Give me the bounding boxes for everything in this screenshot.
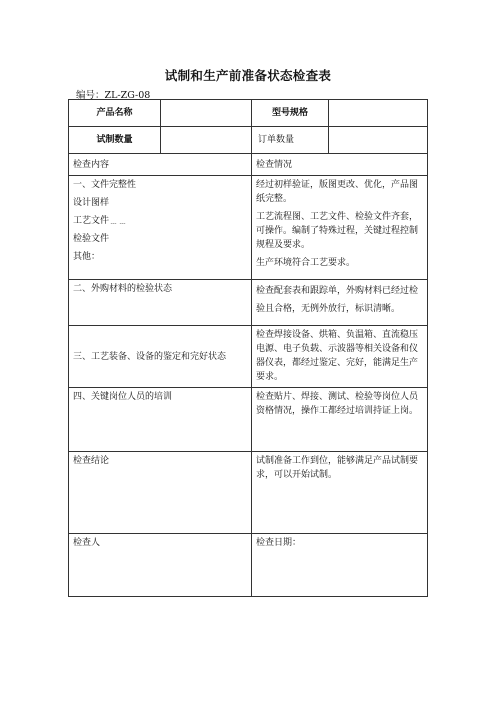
row-1-content-line: 设计图样 (73, 198, 110, 208)
inspector-label: 检查人 (73, 538, 101, 548)
table-row (69, 452, 428, 534)
trial-qty-value[interactable] (161, 127, 252, 154)
document-title: 试制和生产前准备状态检查表 (164, 68, 332, 83)
header-row-product (69, 100, 428, 127)
row-1-status-line: 经过初样验证，版图更改、优化，产品图纸完整。 (256, 180, 419, 204)
row-3-content-line: 三、工艺装备、设备的鉴定和完好状态 (73, 351, 227, 362)
trial-qty-label: 试制数量 (69, 127, 161, 154)
document-code: 编号：ZL-ZG-08 (76, 90, 151, 101)
column-header-content: 检查内容 (69, 154, 252, 176)
order-qty-value[interactable] (329, 127, 428, 154)
table-row (69, 388, 428, 452)
model-label: 型号规格 (252, 100, 329, 127)
row-1-content-line: 其他： (73, 252, 101, 262)
row-2-content-line: 二、外购材料的检验状态 (73, 284, 173, 294)
row-4-status (252, 388, 428, 452)
model-value[interactable] (329, 100, 428, 127)
row-1-status-line: 工艺流程图、工艺文件、检验文件齐套，可操作。编制了特殊过程，关键过程控制规程及要求。 (256, 212, 419, 250)
row-4-status-line: 检查贴片、焊接、测试、检验等岗位人员资格情况，操作工都经过培训持证上岗。 (256, 392, 419, 416)
conclusion-value[interactable] (252, 452, 428, 534)
product-name-label: 产品名称 (69, 100, 161, 127)
conclusion-label (69, 452, 252, 534)
product-name-value[interactable] (161, 100, 252, 127)
table-row (69, 534, 428, 597)
row-1-status-line: 生产环境符合工艺要求。 (256, 258, 356, 268)
conclusion-label-text: 检查结论 (73, 456, 110, 466)
inspection-date-label: 检查日期： (256, 538, 302, 548)
inspector-cell[interactable] (69, 534, 252, 597)
row-3-content (69, 326, 252, 388)
table-row (69, 280, 428, 326)
row-2-status (252, 280, 428, 326)
row-1-content (69, 176, 252, 280)
row-1-content-line: 检验文件 (73, 234, 110, 244)
column-header-row (69, 154, 428, 176)
inspection-date-cell[interactable] (252, 534, 428, 597)
row-2-content (69, 280, 252, 326)
check-table (68, 99, 428, 597)
row-3-status (252, 326, 428, 388)
row-1-content-line: 工艺文件﹍﹍ (73, 216, 128, 226)
order-qty-label: 订单数量 (252, 127, 329, 154)
row-2-status-line: 检查配套表和跟踪单，外购材料已经过检验且合格，无例外放行，标识清晰。 (256, 286, 419, 314)
header-row-quantity (69, 127, 428, 154)
row-4-content-line: 四、关键岗位人员的培训 (73, 392, 173, 402)
row-1-status (252, 176, 428, 280)
row-3-status-line: 检查焊接设备、烘箱、负温箱、直流稳压电源、电子负载、示波器等相关设备和仪器仪表，都经过鉴定、完好，能满足生产要求。 (256, 330, 419, 382)
column-header-status: 检查情况 (252, 154, 428, 176)
table-row (69, 176, 428, 280)
row-4-content (69, 388, 252, 452)
row-1-content-line: 一、文件完整性 (73, 180, 137, 190)
table-row (69, 326, 428, 388)
conclusion-text: 试制准备工作到位，能够满足产品试制要求，可以开始试制。 (256, 456, 419, 480)
